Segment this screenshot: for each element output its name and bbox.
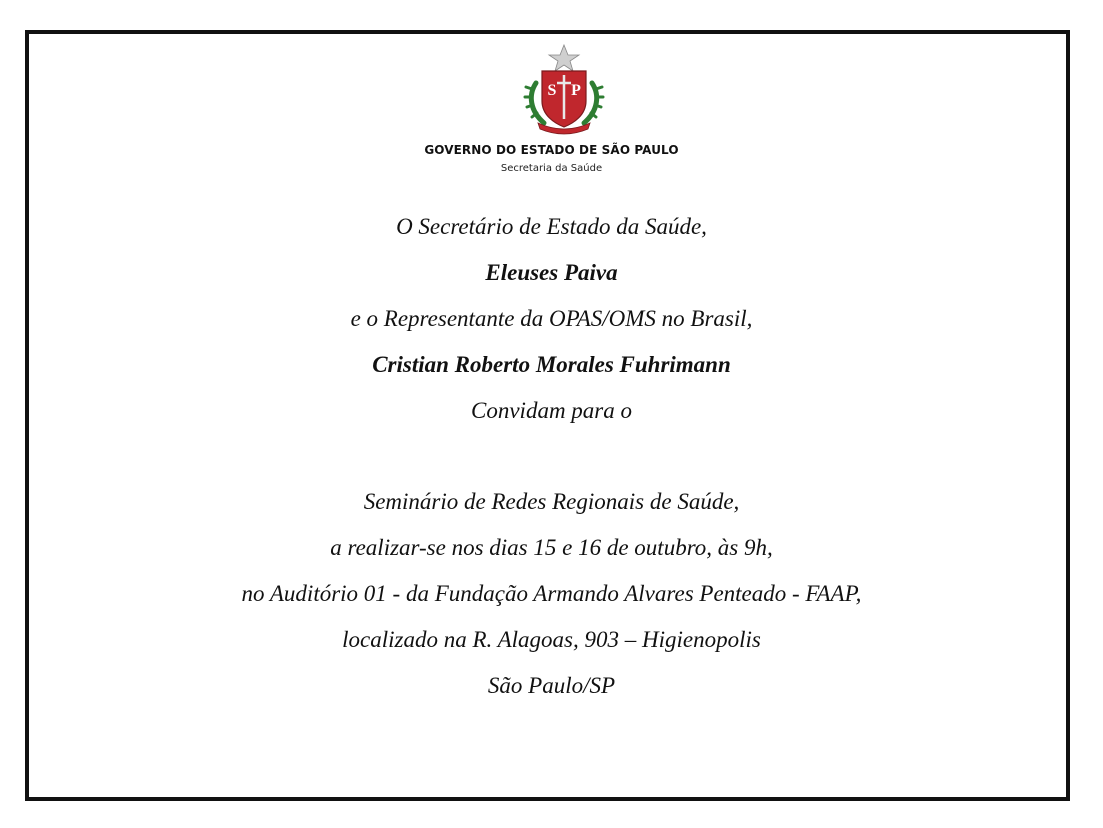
event-city: São Paulo/SP bbox=[487, 673, 616, 698]
invitation-line-secretary-title: O Secretário de Estado da Saúde, bbox=[396, 214, 707, 239]
svg-text:P: P bbox=[571, 82, 581, 99]
event-name: Seminário de Redes Regionais de Saúde, bbox=[363, 489, 740, 514]
secretary-name: Eleuses Paiva bbox=[485, 260, 618, 285]
government-heading: GOVERNO DO ESTADO DE SÃO PAULO bbox=[424, 143, 679, 157]
event-dates: a realizar-se nos dias 15 e 16 de outubro, às 9h, bbox=[330, 535, 773, 560]
sao-paulo-coat-of-arms-icon bbox=[522, 43, 606, 135]
event-address: localizado na R. Alagoas, 903 – Higienopolis bbox=[342, 627, 761, 652]
svg-text:S: S bbox=[547, 82, 557, 99]
representative-name: Cristian Roberto Morales Fuhrimann bbox=[372, 352, 731, 377]
invitation-line-invite: Convidam para o bbox=[471, 398, 632, 423]
event-venue: no Auditório 01 - da Fundação Armando Alvares Penteado - FAAP, bbox=[241, 581, 862, 606]
invitation-line-representative-title: e o Representante da OPAS/OMS no Brasil, bbox=[350, 306, 753, 331]
department-subheading: Secretaria da Saúde bbox=[500, 163, 603, 174]
